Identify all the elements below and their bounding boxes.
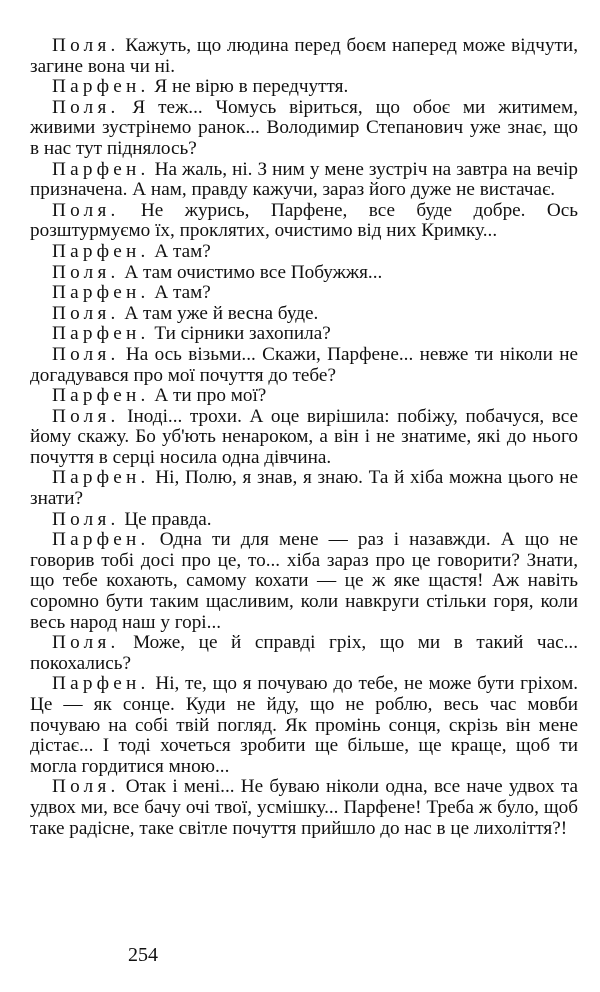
speaker-name: Парфен.	[52, 240, 150, 262]
dialogue-text: Може, це й справді гріх, що ми в такий час... покохались?	[30, 632, 578, 674]
speaker-name: Поля.	[52, 508, 120, 530]
dialogue-text: А там?	[154, 282, 211, 304]
dialogue-text: На ось візьми... Скажи, Парфене... невже ти ніколи не догадувався про мої почуття до тебе?	[30, 343, 579, 386]
dialogue-text: Ні, те, що я почуваю до тебе, не може бути гріхом. Це — як сонце. Куди не йду, що не роблю, весь час мовби почуваю на собі твій погляд. Як промінь сонця, скрізь він мене дістає... І тоді хочеться зробити ще більше, ще краще, щоб ти могла гордитися мною...	[30, 673, 579, 777]
speaker-name: Поля.	[52, 776, 120, 798]
dialogue-text: А там очистимо все Побужжя...	[124, 261, 383, 283]
dialogue-paragraph	[30, 345, 578, 386]
dialogue-paragraph	[30, 386, 578, 407]
dialogue-paragraph	[30, 283, 578, 304]
speaker-name: Парфен.	[52, 673, 150, 695]
dialogue-paragraph	[30, 304, 578, 325]
dialogue-paragraph	[30, 674, 578, 777]
speaker-name: Поля.	[52, 405, 120, 427]
dialogue-text: Я не вірю в передчуття.	[154, 76, 349, 98]
speaker-name: Парфен.	[52, 467, 150, 489]
speaker-name: Парфен.	[52, 323, 150, 345]
speaker-name: Поля.	[52, 261, 120, 283]
dialogue-text: Це правда.	[124, 508, 212, 530]
speaker-name: Парфен.	[52, 158, 150, 180]
dialogue-paragraph	[30, 242, 578, 263]
speaker-name: Парфен.	[52, 529, 150, 551]
dialogue-text: Одна ти для мене — раз і назавжди. А що не говорив тобі досі про це, то... хіба зараз про це говорити? Знати, що тебе кохають, самому кохати — це ж яке щастя! Аж навіть соромно бути таким щасливим, коли навкруги стільки горя, коли весь народ наш у горі...	[30, 529, 578, 633]
speaker-name: Поля.	[52, 35, 120, 56]
dialogue-paragraph	[30, 36, 578, 77]
speaker-name: Поля.	[52, 343, 120, 365]
dialogue-text: Не журись, Парфене, все буде добре. Ось розштурмуємо їх, проклятих, очистимо від них Кримку...	[30, 199, 578, 242]
dialogue-text: А ти про мої?	[154, 385, 267, 407]
speaker-name: Парфен.	[52, 76, 150, 98]
dialogue-text: На жаль, ні. З ним у мене зустріч на завтра на вечір призначена. А нам, правду кажучи, зараз його дуже не вистачає.	[30, 158, 579, 201]
dialogue-paragraph	[30, 160, 578, 201]
dialogue-text: Отак і мені... Не буваю ніколи одна, все наче удвох та удвох ми, все бачу очі твої, усмішку... Парфене! Треба ж було, щоб таке радісне, таке світле почуття прийшло до нас в це лихоліття?!	[30, 776, 579, 839]
speaker-name: Поля.	[52, 199, 120, 221]
dialogue-text: Ти сірники захопила?	[154, 323, 331, 345]
document-text	[30, 36, 578, 839]
dialogue-paragraph	[30, 510, 578, 531]
dialogue-paragraph	[30, 530, 578, 633]
dialogue-text: Іноді... трохи. А оце вирішила: побіжу, побачуся, все йому скажу. Бо уб'ють ненароком, а він і не знатиме, які до нього почуття в серці носила одна дівчина.	[30, 405, 578, 468]
dialogue-paragraph	[30, 468, 578, 509]
dialogue-paragraph	[30, 201, 578, 242]
dialogue-paragraph	[30, 98, 578, 160]
speaker-name: Поля.	[52, 632, 120, 654]
dialogue-text: Ні, Полю, я знав, я знаю. Та й хіба можна цього не знати?	[30, 467, 579, 510]
dialogue-paragraph	[30, 633, 578, 674]
dialogue-text: А там уже й весна буде.	[124, 302, 319, 324]
speaker-name: Поля.	[52, 96, 120, 118]
speaker-name: Парфен.	[52, 282, 150, 304]
page-number: 254	[128, 944, 158, 966]
dialogue-paragraph	[30, 263, 578, 284]
dialogue-text: Кажуть, що людина перед боєм наперед може відчути, загине вона чи ні.	[30, 35, 578, 77]
dialogue-paragraph	[30, 407, 578, 469]
dialogue-text: Я теж... Чомусь віриться, що обоє ми житимем, живими зустрінемо ранок... Володимир Степанович уже знає, що в нас тут піднялось?	[30, 96, 578, 159]
dialogue-text: А там?	[154, 240, 211, 262]
speaker-name: Поля.	[52, 302, 120, 324]
dialogue-paragraph	[30, 324, 578, 345]
dialogue-paragraph	[30, 777, 578, 839]
dialogue-paragraph	[30, 77, 578, 98]
speaker-name: Парфен.	[52, 385, 150, 407]
